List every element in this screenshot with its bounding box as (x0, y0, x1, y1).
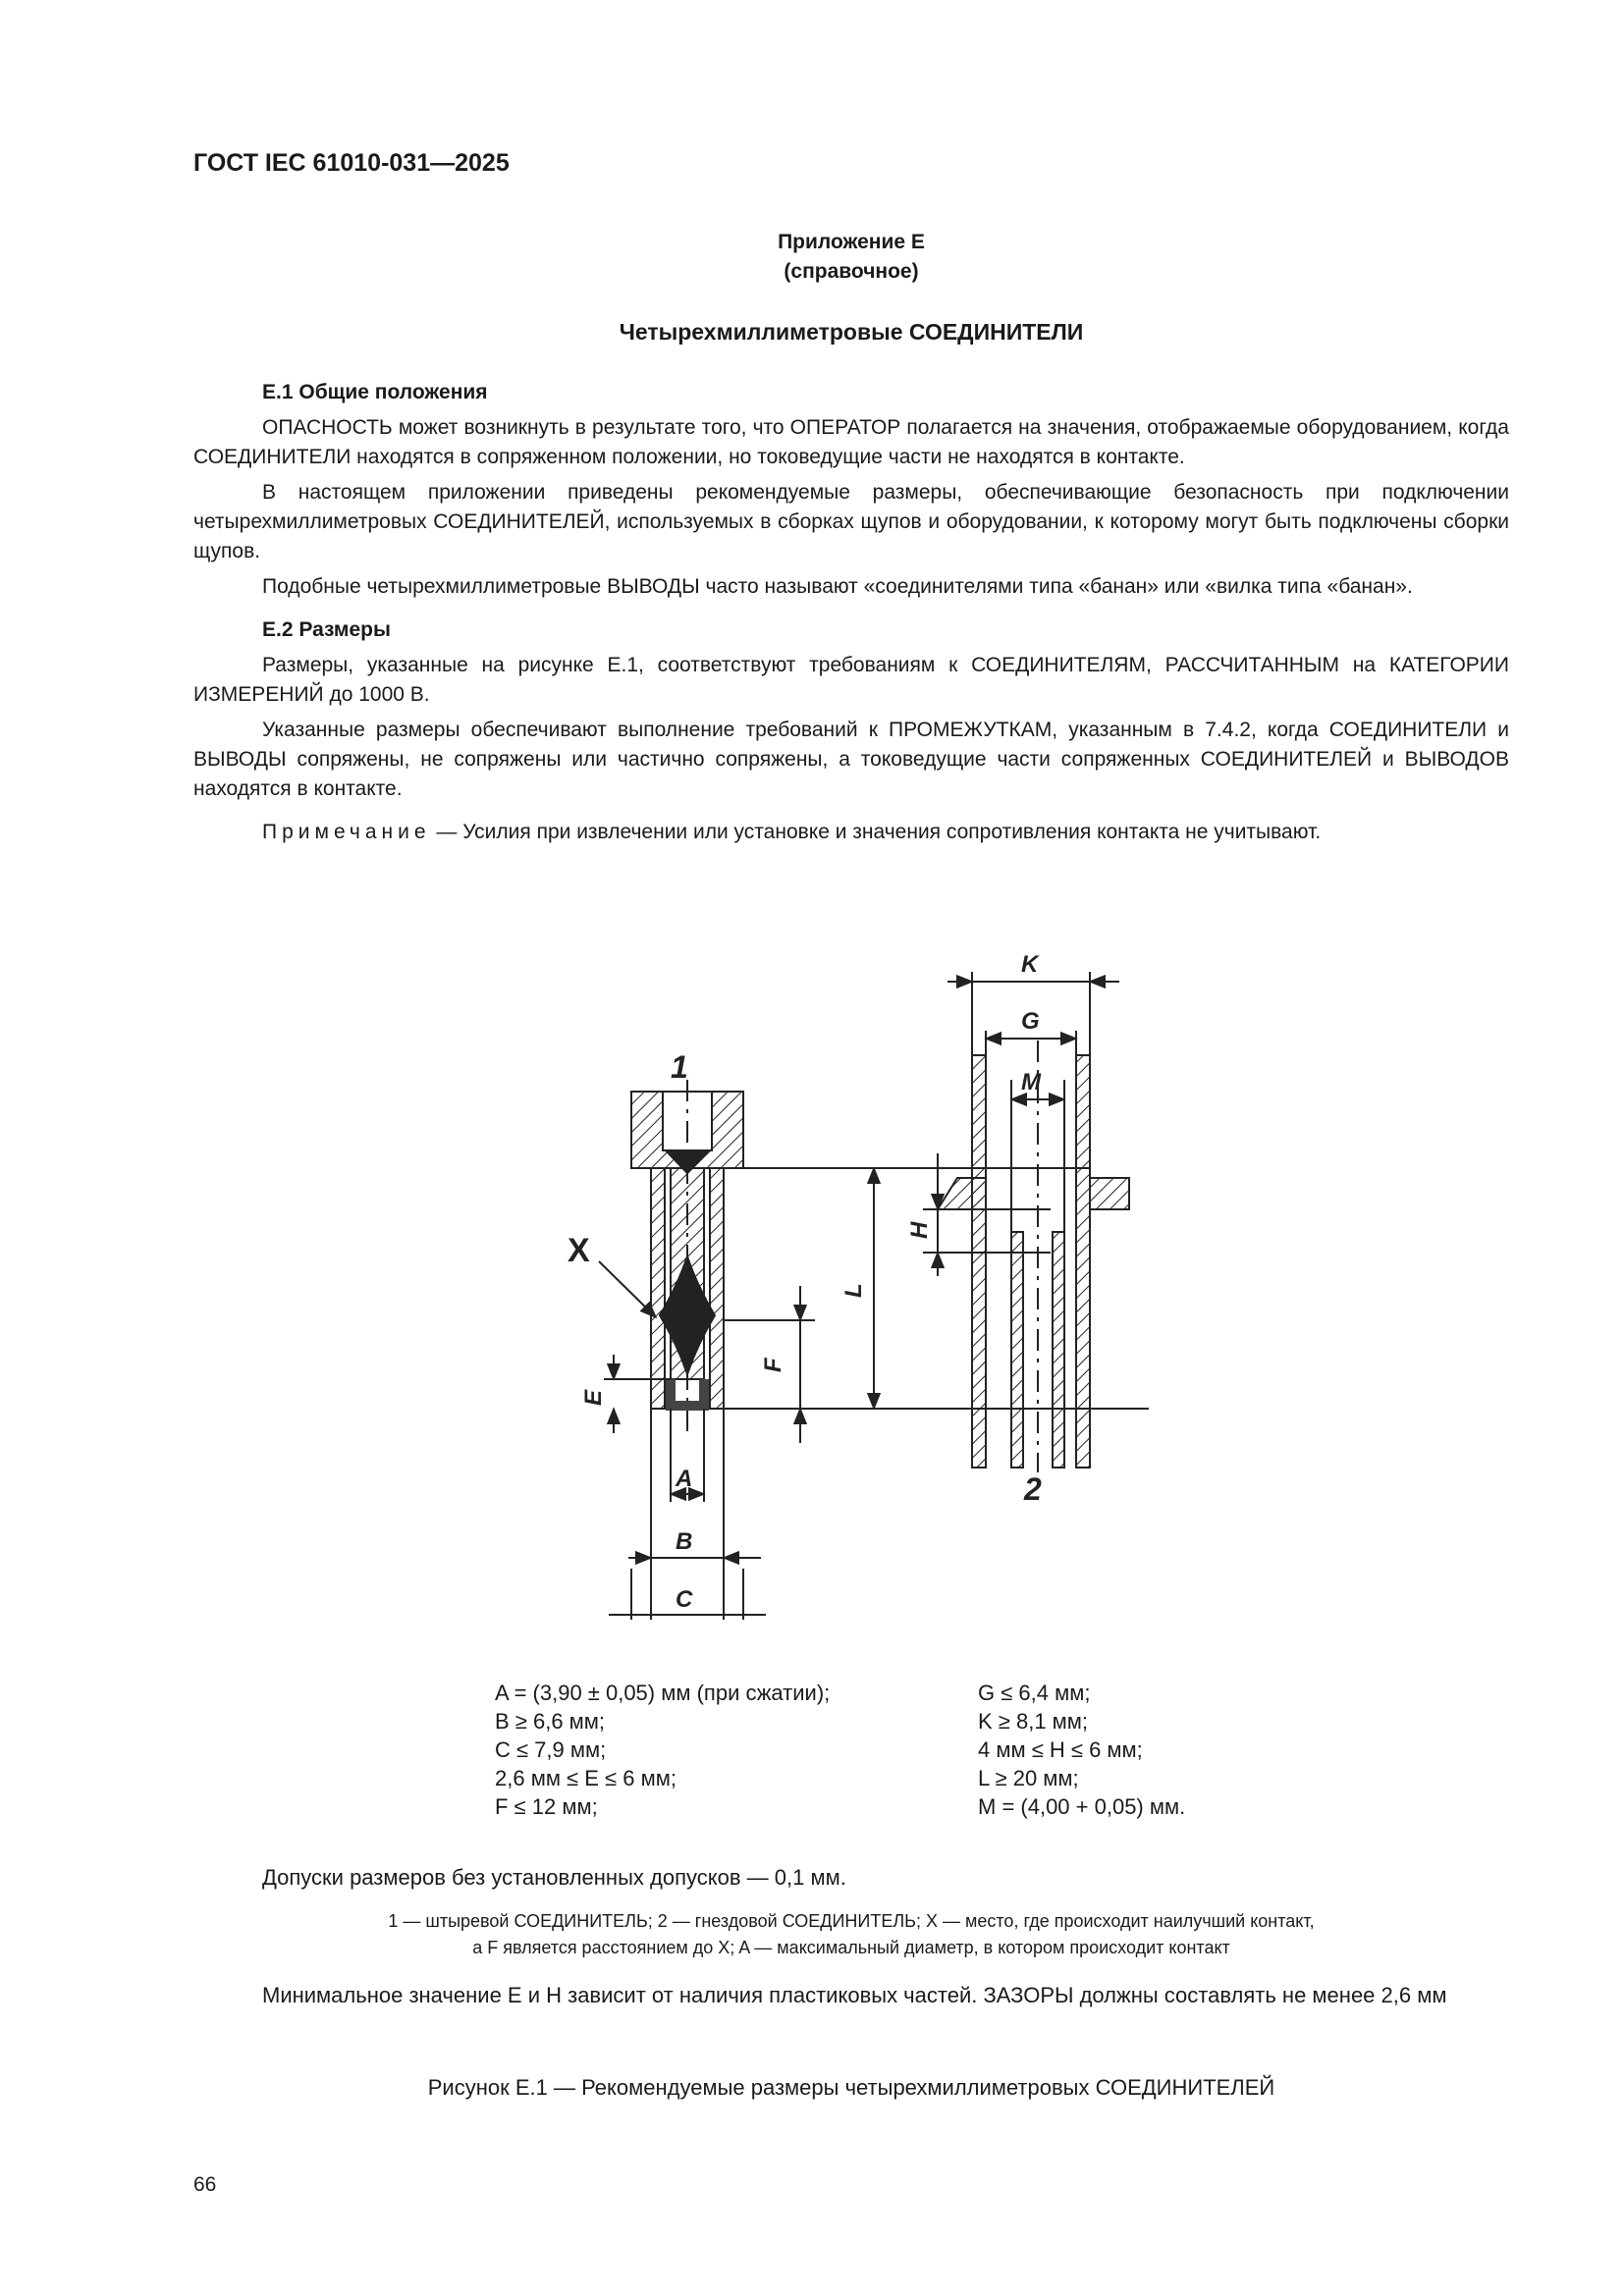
note-text: — Усилия при извлечении или установке и значения сопротивления контакта не учитывают. (430, 821, 1322, 843)
paragraph: В настоящем приложении приведены рекомендуемые размеры, обеспечивающие безопасность при подключении четырехмиллиметровых СОЕДИНИТЕЛЕЙ, используемых в сборках щупов и оборудовании, к которому могут быть подключены сборки щупов. (193, 481, 1509, 562)
socket-contact-left (1011, 1232, 1023, 1468)
paragraph: Указанные размеры обеспечивают выполнение требований к ПРОМЕЖУТКАМ, указанным в 7.4.2, когда СОЕДИНИТЕЛИ и ВЫВОДЫ сопряжены, не сопряжены или частично сопряжены, а токоведущие части сопряженных СОЕДИНИТЕЛЕЙ и ВЫВОДОВ находятся в контакте. (193, 719, 1509, 800)
page-number: 66 (193, 2173, 217, 2196)
legend-line: 1 — штыревой СОЕДИНИТЕЛЬ; 2 — гнездовой СОЕДИНИТЕЛЬ; X — место, где происходит наилучший контакт, (388, 1911, 1315, 1931)
note-label: Примечание (262, 821, 431, 843)
paragraph: Размеры, указанные на рисунке Е.1, соответствуют требованиям к СОЕДИНИТЕЛЯМ, РАССЧИТАННЫМ на КАТЕГОРИИ ИЗМЕРЕНИЙ до 1000 В. (193, 654, 1509, 706)
dimension-a: A = (3,90 ± 0,05) мм (при сжатии); (495, 1681, 831, 1705)
dimension-f: F ≤ 12 мм; (495, 1794, 598, 1819)
dimension-b: B ≥ 6,6 мм; (495, 1709, 606, 1734)
label-k: K (1021, 951, 1039, 978)
dimension-g: G ≤ 6,4 мм; (978, 1681, 1091, 1705)
pin-sleeve-left (651, 1168, 665, 1409)
label-b: B (676, 1528, 693, 1555)
label-m: M (1021, 1069, 1041, 1095)
dimension-e: 2,6 мм ≤ E ≤ 6 мм; (495, 1766, 677, 1790)
section-e2-heading: Е.2 Размеры (262, 618, 391, 641)
document-id: ГОСТ IEC 61010-031—2025 (193, 149, 510, 177)
socket-contact-right (1053, 1232, 1064, 1468)
min-note: Минимальное значение E и H зависит от наличия пластиковых частей. ЗАЗОРЫ должны составлять не менее 2,6 мм (262, 1983, 1447, 2007)
tolerance-note: Допуски размеров без установленных допусков — 0,1 мм. (262, 1865, 846, 1890)
label-socket: 2 (1024, 1471, 1042, 1507)
label-l: L (840, 1283, 867, 1298)
figure-caption: Рисунок Е.1 — Рекомендуемые размеры четырехмиллиметровых СОЕДИНИТЕЛЕЙ (427, 2075, 1275, 2100)
annex-type: (справочное) (784, 260, 919, 283)
legend-line: а F является расстоянием до X; A — максимальный диаметр, в котором происходит контакт (472, 1938, 1230, 1957)
annex-number: Приложение Е (778, 231, 925, 253)
contact-spring (660, 1256, 715, 1374)
label-f: F (760, 1358, 786, 1372)
dimension-k: K ≥ 8,1 мм; (978, 1709, 1089, 1734)
label-c: C (676, 1586, 693, 1613)
label-g: G (1021, 1008, 1040, 1035)
label-e: E (580, 1389, 607, 1406)
socket-wall-right (1076, 1055, 1090, 1468)
dimension-m: M = (4,00 + 0,05) мм. (978, 1794, 1186, 1819)
label-plug: 1 (671, 1049, 688, 1085)
label-x: X (568, 1232, 590, 1269)
label-h: H (906, 1221, 933, 1239)
paragraph: ОПАСНОСТЬ может возникнуть в результате того, что ОПЕРАТОР полагается на значения, отображаемые оборудованием, когда СОЕДИНИТЕЛИ находятся в сопряженном положении, но токоведущие части не находятся в контакте. (193, 416, 1509, 468)
dimension-c: C ≤ 7,9 мм; (495, 1737, 607, 1762)
dimension-list-right (978, 1679, 1185, 1821)
dimension-l: L ≥ 20 мм; (978, 1766, 1079, 1790)
annex-heading: Четырехмиллиметровые СОЕДИНИТЕЛИ (619, 319, 1084, 345)
section-e1-heading: Е.1 Общие положения (262, 381, 488, 403)
label-a: A (676, 1466, 693, 1492)
socket-wall-left (972, 1055, 986, 1468)
dimension-list-left (495, 1679, 830, 1821)
min-note-block (193, 1981, 1509, 2010)
pin-sleeve-right (710, 1168, 724, 1409)
dimension-h: 4 мм ≤ H ≤ 6 мм; (978, 1737, 1143, 1762)
figure-legend (193, 1908, 1509, 1961)
paragraph: Подобные четырехмиллиметровые ВЫВОДЫ часто называют «соединителями типа «банан» или «вилка типа «банан». (262, 575, 1413, 598)
